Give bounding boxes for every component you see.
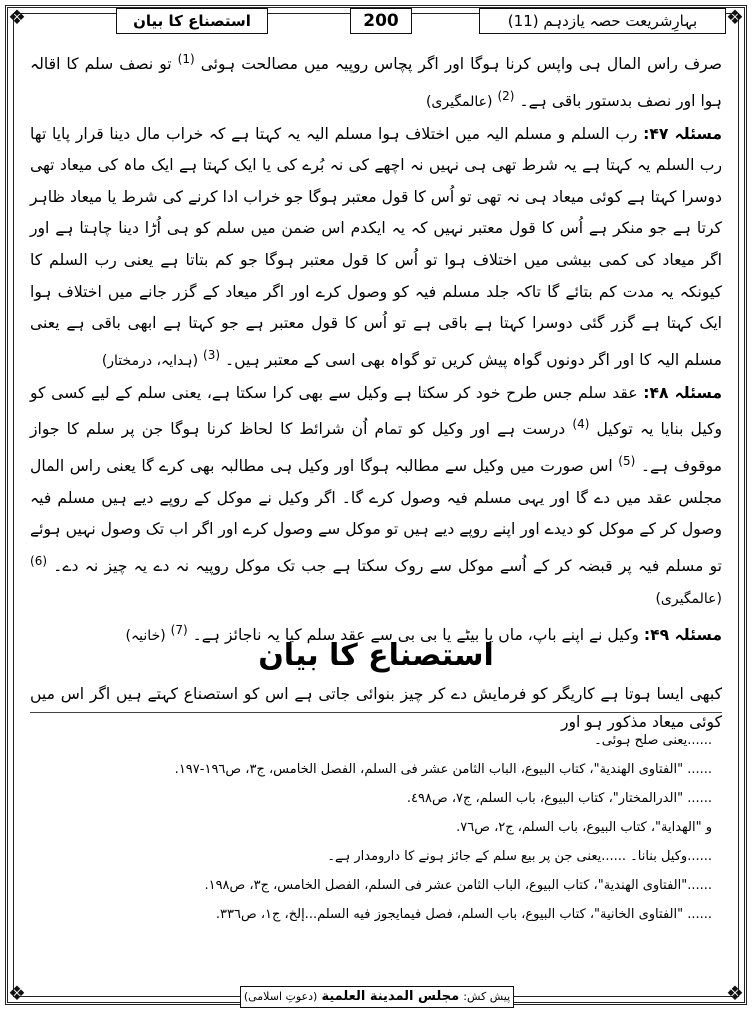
source-citation: (عالمگیری) bbox=[425, 93, 493, 110]
footnote-ref: (5) bbox=[618, 453, 636, 468]
footnote-ref: (3) bbox=[203, 347, 221, 362]
publisher-tag: (دعوتِ اسلامی) bbox=[243, 990, 318, 1003]
footnote: ......"الفتاوی الهندیة"، کتاب البیوع، الباب الثامن عشر فی السلم، الفصل الخامس، ج٣، ص١٩٨. bbox=[204, 878, 712, 893]
footnote-ref: (2) bbox=[497, 88, 515, 103]
masala-47 bbox=[30, 119, 722, 378]
footnote: ...... "الفتاوی الهندیة"، کتاب البیوع، الباب الثامن عشر فی السلم، الفصل الخامس، ج٣، ص١٩٦-١٩٧. bbox=[174, 762, 712, 777]
main-text bbox=[30, 44, 722, 653]
corner-ornament-icon: ❖ bbox=[8, 981, 26, 1005]
page-footer bbox=[240, 986, 514, 1008]
chapter-title: استصناع کا بیان bbox=[116, 8, 268, 34]
footnote: ......وکیل بنانا۔ ......یعنی جن پر بیع سلم کے جائز ہونے کا دارومدار ہے۔ bbox=[327, 849, 712, 864]
masala-heading: مسئلہ ۴۸: bbox=[643, 383, 722, 402]
footnote-ref: (4) bbox=[572, 417, 590, 432]
source-citation: (عالمگیری) bbox=[655, 590, 722, 607]
page-header bbox=[26, 6, 726, 36]
footnote: ...... "الدرالمختار"، کتاب البیوع، باب السلم، ج٧، ص٤٩٨. bbox=[406, 791, 712, 806]
footnote-ref: (7) bbox=[170, 623, 188, 638]
masala-heading: مسئلہ ۴۷: bbox=[643, 124, 722, 143]
text-run: وکیل نے اپنے باپ، ماں یا بیٹے یا بی بی سے عقد سلم کیا یہ ناجائز ہے۔ bbox=[192, 626, 639, 645]
source-citation: (ہدایہ، درمختار) bbox=[101, 352, 199, 369]
corner-ornament-icon: ❖ bbox=[726, 981, 744, 1005]
paragraph bbox=[30, 44, 722, 119]
book-title: بہارِشریعت حصہ یازدہم (11) bbox=[479, 8, 726, 34]
corner-ornament-icon: ❖ bbox=[8, 5, 26, 29]
text-run: صرف راس المال ہی واپس کرنا ہوگا اور اگر پچاس روپیہ میں مصالحت ہوئی bbox=[200, 55, 722, 74]
footnotes bbox=[40, 726, 712, 929]
text-run: رب السلم و مسلم الیہ میں اختلاف ہوا مسلم الیہ یہ کہتا ہے کہ خراب مال دینا قرار پایا تھا رب السلم یہ کہتا ہے یہ شرط تھی ہی نہیں نہ اچھے کی نہ بُرے کی یا ایک کہتا ہے ایک ماہ کی میعاد تھی دوسرا کہتا ہے کوئی میعاد ہی نہ تھی تو اُس کا قول معتبر ہوگا جو خراب ادا کرنے کی شرط یا میعاد ظاہر کرتا ہے جو منکر ہے اُس کا قول معتبر نہیں کہ یہ ایکدم اس ضمن میں سلم کو ہی اُڑا دینا چاہتا ہے اور اگر میعاد کی کمی بیشی میں اختلاف ہوا تو اُس کا قول معتبر ہوگا جو کم بتاتا ہے یعنی رب السلم کا کیونکہ یہ مدت کم بتائے گا تاکہ جلد مسلم فیہ کو وصول کرے اور اگر میعاد کے گزر جانے میں اختلاف ہوا ایک کہتا ہے گزر گئی دوسرا کہتا ہے باقی ہے تو اُس کا قول معتبر ہے جو کہتا ہے ابھی باقی ہے یعنی مسلم الیہ کا اور اگر دونوں گواہ پیش کریں تو گواہ بھی اسی کے معتبر ہیں۔ bbox=[30, 124, 722, 369]
source-citation: (خانیہ) bbox=[125, 628, 166, 645]
text-run: عقد سلم جس طرح خود کر سکتا ہے وکیل سے بھی کرا سکتا ہے، یعنی سلم کے لیے کسی کو وکیل بنایا یہ توکیل bbox=[30, 383, 722, 439]
text-run: درست ہے اور وکیل کو تمام اُن شرائط کا لحاظ کرنا ہوگا جن پر سلم کا جواز موقوف ہے۔ bbox=[30, 420, 722, 476]
footnote-ref: (6) bbox=[30, 553, 48, 568]
footnote: ......یعنی صلح ہوئی۔ bbox=[594, 733, 712, 748]
footnote: و "الهدایة"، کتاب البیوع، باب السلم، ج٢، ص٧٦. bbox=[456, 820, 712, 835]
section-intro: کبھی ایسا ہوتا ہے کاریگر کو فرمایش دے کر چیز بنوائی جاتی ہے اس کو استصناع کہتے ہیں اگر اس میں کوئی میعاد مذکور ہو اور bbox=[30, 685, 722, 731]
text-run: اس صورت میں وکیل سے مطالبہ ہوگا اور وکیل ہی مطالبہ بھی کرے گا یعنی راس المال مجلس عقد میں دے گا اور یہی مسلم فیہ وصول کرے گا۔ اگر وکیل نے موکل کے روپے دیے ہیں مسلم فیہ وصول کر کے موکل کو دیدے اور اپنے روپے دیے ہیں تو موکل سے وصول کرے اور اگر اب تک وصول نہیں ہوئے تو مسلم فیہ پر قبضہ کر کے اُسے موکل سے روک سکتا ہے جب تک موکل روپیہ نہ دے یہ چیز نہ دے۔ bbox=[30, 457, 722, 576]
footer-label: پیش کش: bbox=[463, 990, 511, 1003]
corner-ornament-icon: ❖ bbox=[726, 5, 744, 29]
footnote-ref: (1) bbox=[177, 52, 195, 66]
masala-48 bbox=[30, 378, 722, 616]
page-number: 200 bbox=[350, 8, 412, 34]
publisher-name: مجلس المدینة العلمیة bbox=[321, 989, 460, 1004]
section-heading: استصناع کا بیان bbox=[258, 638, 494, 673]
text-run: تو نصف سلم کا اقالہ ہوا اور نصف بدستور باقی ہے۔ bbox=[30, 55, 722, 110]
footnote: ...... "الفتاوی الخانیة"، کتاب البیوع، باب السلم، فصل فیمایجوز فیه السلم...إلخ، ج١، ص٣٣٦. bbox=[215, 907, 712, 922]
masala-heading: مسئلہ ۴۹: bbox=[643, 626, 722, 645]
footnote-divider bbox=[30, 712, 722, 713]
